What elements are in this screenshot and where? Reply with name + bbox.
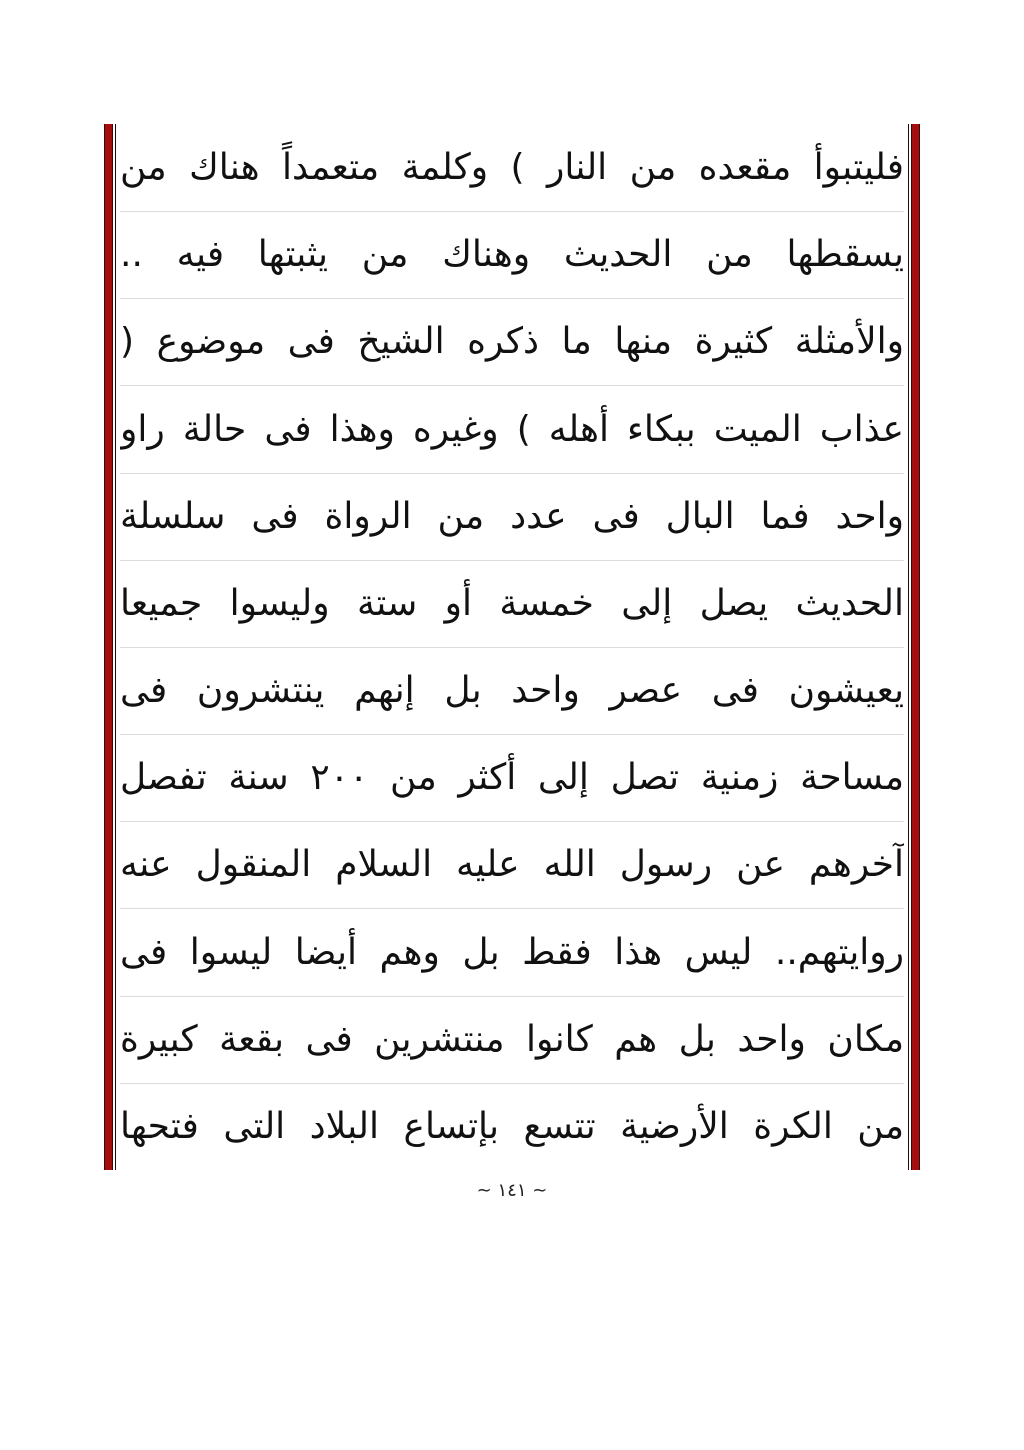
text-line: مساحة زمنية تصل إلى أكثر من ٢٠٠ سنة تفصل	[120, 734, 904, 822]
page-number: ~ ١٤١ ~	[476, 1180, 548, 1201]
text-line: آخرهم عن رسول الله عليه السلام المنقول عنه	[120, 821, 904, 909]
text-line: الحديث يصل إلى خمسة أو ستة وليسوا جميعا	[120, 560, 904, 648]
text-line: فليتبوأ مقعده من النار ) وكلمة متعمداً هناك من	[120, 124, 904, 212]
right-border-decoration	[911, 124, 920, 1170]
text-line: عذاب الميت ببكاء أهله ) وغيره وهذا فى حالة راو	[120, 386, 904, 474]
left-border-decoration	[104, 124, 113, 1170]
text-line: من الكرة الأرضية تتسع بإتساع البلاد التى فتحها	[120, 1105, 904, 1147]
text-body	[120, 124, 904, 1170]
text-line: والأمثلة كثيرة منها ما ذكره الشيخ فى موضوع (	[120, 298, 904, 386]
text-line: واحد فما البال فى عدد من الرواة فى سلسلة	[120, 473, 904, 561]
text-line: يسقطها من الحديث وهناك من يثبتها فيه ..	[120, 211, 904, 299]
text-line: مكان واحد بل هم كانوا منتشرين فى بقعة كبيرة	[120, 996, 904, 1084]
page-frame	[104, 124, 920, 1170]
text-line: روايتهم.. ليس هذا فقط بل وهم أيضا ليسوا فى	[120, 909, 904, 997]
text-line: يعيشون فى عصر واحد بل إنهم ينتشرون فى	[120, 647, 904, 735]
